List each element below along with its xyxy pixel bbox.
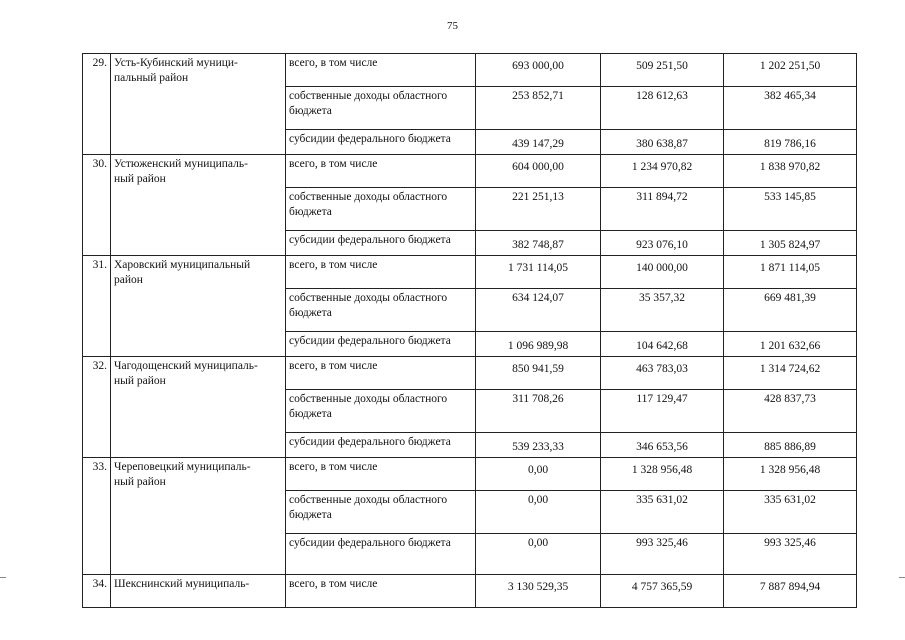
funding-type: субсидии федерального бюджета bbox=[286, 130, 476, 155]
amount-col-1: 0,00 bbox=[476, 491, 601, 534]
amount-col-1: 693 000,00 bbox=[476, 54, 601, 87]
funding-type: субсидии федерального бюджета bbox=[286, 433, 476, 458]
budget-table bbox=[82, 53, 857, 608]
funding-type: собственные доходы областного бюджета bbox=[286, 188, 476, 231]
amount-col-1: 604 000,00 bbox=[476, 155, 601, 188]
row-number: 30. bbox=[83, 155, 111, 256]
table-row bbox=[83, 155, 857, 188]
funding-type: субсидии федерального бюджета bbox=[286, 231, 476, 256]
funding-type: собственные доходы областного бюджета bbox=[286, 87, 476, 130]
funding-type: собственные доходы областного бюджета bbox=[286, 491, 476, 534]
funding-type: всего, в том числе bbox=[286, 155, 476, 188]
funding-type: всего, в том числе bbox=[286, 458, 476, 491]
table-row bbox=[83, 256, 857, 289]
amount-col-3: 1 202 251,50 bbox=[724, 54, 857, 87]
amount-col-1: 0,00 bbox=[476, 534, 601, 575]
amount-col-2: 140 000,00 bbox=[601, 256, 724, 289]
district-name: Чагодощенский муниципаль- ный район bbox=[111, 357, 286, 458]
amount-col-2: 311 894,72 bbox=[601, 188, 724, 231]
amount-col-1: 0,00 bbox=[476, 458, 601, 491]
district-name: Череповецкий муниципаль- ный район bbox=[111, 458, 286, 575]
amount-col-1: 1 731 114,05 bbox=[476, 256, 601, 289]
row-number: 34. bbox=[83, 575, 111, 608]
right-edge-mark bbox=[899, 577, 905, 578]
district-name: Шекснинский муниципаль- bbox=[111, 575, 286, 608]
row-number: 33. bbox=[83, 458, 111, 575]
left-edge-mark bbox=[0, 577, 6, 578]
amount-col-1: 3 130 529,35 bbox=[476, 575, 601, 608]
amount-col-3: 428 837,73 bbox=[724, 390, 857, 433]
table-row bbox=[83, 357, 857, 390]
amount-col-3: 1 314 724,62 bbox=[724, 357, 857, 390]
amount-col-3: 819 786,16 bbox=[724, 130, 857, 155]
amount-col-3: 382 465,34 bbox=[724, 87, 857, 130]
amount-col-2: 1 328 956,48 bbox=[601, 458, 724, 491]
district-name: Усть-Кубинский муници- пальный район bbox=[111, 54, 286, 155]
amount-col-3: 1 838 970,82 bbox=[724, 155, 857, 188]
page-number: 75 bbox=[447, 20, 458, 32]
district-name: Устюженский муниципаль- ный район bbox=[111, 155, 286, 256]
amount-col-2: 104 642,68 bbox=[601, 332, 724, 357]
amount-col-2: 35 357,32 bbox=[601, 289, 724, 332]
amount-col-2: 509 251,50 bbox=[601, 54, 724, 87]
amount-col-3: 533 145,85 bbox=[724, 188, 857, 231]
amount-col-3: 669 481,39 bbox=[724, 289, 857, 332]
amount-col-1: 439 147,29 bbox=[476, 130, 601, 155]
row-number: 29. bbox=[83, 54, 111, 155]
amount-col-2: 117 129,47 bbox=[601, 390, 724, 433]
amount-col-2: 128 612,63 bbox=[601, 87, 724, 130]
amount-col-1: 221 251,13 bbox=[476, 188, 601, 231]
amount-col-1: 850 941,59 bbox=[476, 357, 601, 390]
funding-type: собственные доходы областного бюджета bbox=[286, 289, 476, 332]
funding-type: всего, в том числе bbox=[286, 256, 476, 289]
amount-col-3: 1 328 956,48 bbox=[724, 458, 857, 491]
amount-col-2: 346 653,56 bbox=[601, 433, 724, 458]
amount-col-3: 1 871 114,05 bbox=[724, 256, 857, 289]
amount-col-2: 335 631,02 bbox=[601, 491, 724, 534]
funding-type: всего, в том числе bbox=[286, 357, 476, 390]
table-row bbox=[83, 54, 857, 87]
amount-col-1: 253 852,71 bbox=[476, 87, 601, 130]
amount-col-3: 885 886,89 bbox=[724, 433, 857, 458]
amount-col-2: 4 757 365,59 bbox=[601, 575, 724, 608]
amount-col-2: 463 783,03 bbox=[601, 357, 724, 390]
amount-col-2: 380 638,87 bbox=[601, 130, 724, 155]
amount-col-3: 7 887 894,94 bbox=[724, 575, 857, 608]
funding-type: субсидии федерального бюджета bbox=[286, 332, 476, 357]
funding-type: всего, в том числе bbox=[286, 575, 476, 608]
amount-col-2: 1 234 970,82 bbox=[601, 155, 724, 188]
funding-type: всего, в том числе bbox=[286, 54, 476, 87]
funding-type: собственные доходы областного бюджета bbox=[286, 390, 476, 433]
district-name: Харовский муниципальный район bbox=[111, 256, 286, 357]
amount-col-3: 335 631,02 bbox=[724, 491, 857, 534]
funding-type: субсидии федерального бюджета bbox=[286, 534, 476, 575]
amount-col-3: 1 201 632,66 bbox=[724, 332, 857, 357]
table-body bbox=[83, 54, 857, 608]
table-row bbox=[83, 575, 857, 608]
table-row bbox=[83, 458, 857, 491]
amount-col-2: 923 076,10 bbox=[601, 231, 724, 256]
row-number: 31. bbox=[83, 256, 111, 357]
amount-col-1: 634 124,07 bbox=[476, 289, 601, 332]
row-number: 32. bbox=[83, 357, 111, 458]
amount-col-1: 1 096 989,98 bbox=[476, 332, 601, 357]
amount-col-1: 539 233,33 bbox=[476, 433, 601, 458]
amount-col-2: 993 325,46 bbox=[601, 534, 724, 575]
amount-col-3: 1 305 824,97 bbox=[724, 231, 857, 256]
amount-col-1: 382 748,87 bbox=[476, 231, 601, 256]
amount-col-3: 993 325,46 bbox=[724, 534, 857, 575]
amount-col-1: 311 708,26 bbox=[476, 390, 601, 433]
